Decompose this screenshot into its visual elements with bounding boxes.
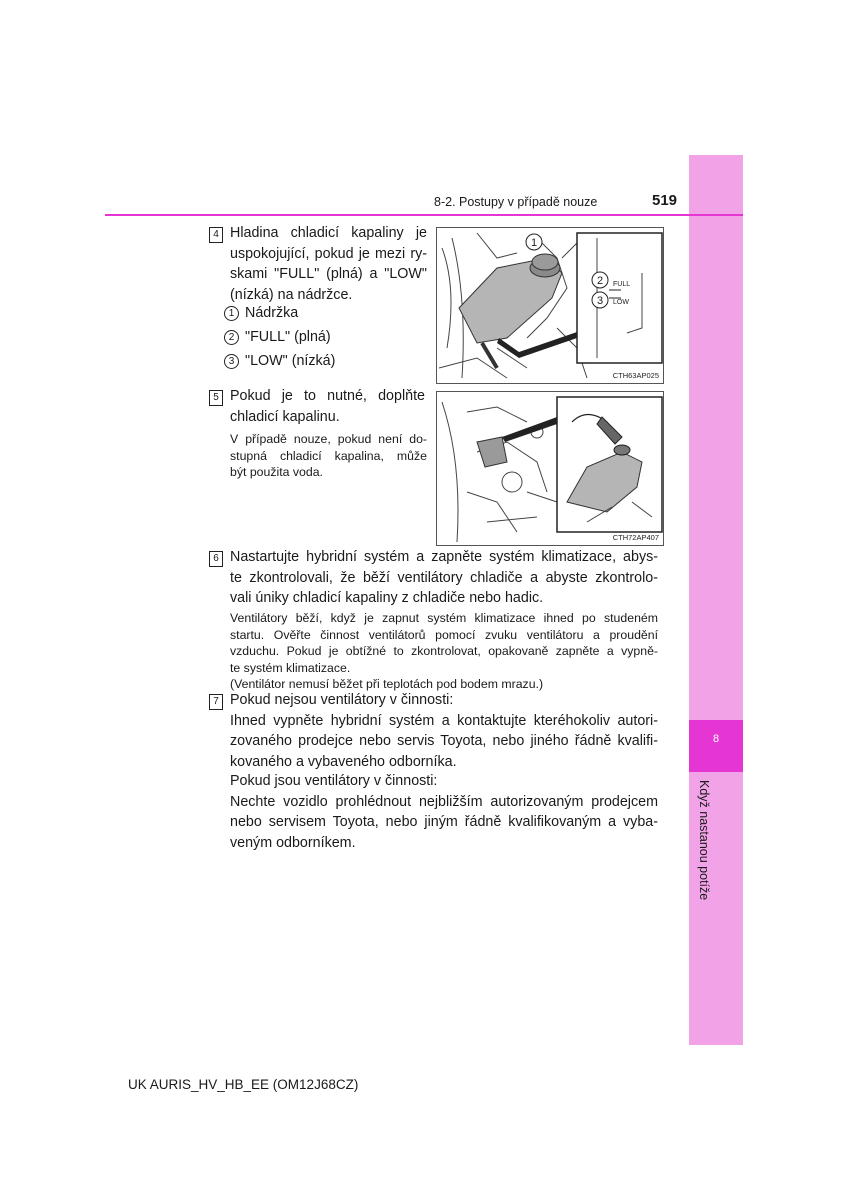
step-number-box: 6 xyxy=(209,551,223,567)
legend-item-tank xyxy=(224,305,298,321)
chapter-title-vertical: Když nastanou potíže xyxy=(697,780,711,901)
legend-label: Nádržka xyxy=(245,305,299,321)
text-line: V případě nouze, pokud není do- xyxy=(230,432,427,446)
text-line: Nastartujte hybridní systém a zapněte systém klimatizace, abys- xyxy=(230,549,658,565)
text-line: te systém klimatizace. xyxy=(230,660,351,675)
low-mark-label: LOW xyxy=(613,299,629,306)
callout-number: 2 xyxy=(224,330,239,345)
legend-item-full xyxy=(224,329,331,345)
callout-number: 1 xyxy=(224,306,239,321)
chapter-number: 8 xyxy=(712,733,720,745)
header-rule xyxy=(105,214,743,216)
step-4-text xyxy=(230,223,427,305)
text-line: (Ventilátor nemusí běžet při teplotách pod bodem mrazu.) xyxy=(230,677,544,691)
callout-3 xyxy=(592,292,608,308)
text-line: te zkontrolovali, že běží ventilátory chladiče a abyste zkontrolo- xyxy=(230,569,658,586)
engine-bay-drawing xyxy=(437,228,663,383)
legend-label: "FULL" (plná) xyxy=(245,329,331,345)
step-number-box: 7 xyxy=(209,694,223,710)
footer-model-code: UK AURIS_HV_HB_EE (OM12J68CZ) xyxy=(128,1077,359,1092)
full-mark-label: FULL xyxy=(613,281,631,288)
text-line: startu. Ověřte činnost ventilátorů pomocí zvuku ventilátoru a proudění xyxy=(230,627,658,642)
callout-label: 2 xyxy=(597,275,604,287)
coolant-reservoir-illustration xyxy=(436,227,664,384)
text-line: kovaného a vybaveného odborníka. xyxy=(230,753,457,770)
legend-item-low xyxy=(224,353,335,369)
callout-number: 3 xyxy=(224,354,239,369)
text-line: skami "FULL" (plná) a "LOW" xyxy=(230,266,427,282)
step-number-box: 4 xyxy=(209,227,223,243)
chapter-number-tab xyxy=(689,720,743,772)
figure-caption: CTH72AP407 xyxy=(612,533,659,542)
coolant-refill-illustration xyxy=(436,391,664,546)
text-line: Nechte vozidlo prohlédnout nejbližším autorizovaným prodejcem xyxy=(230,793,658,810)
text-line: vzduchu. Pokud je obtížné to zkontrolovat, opakovaně zapněte a vypně- xyxy=(230,644,658,658)
step-6-note xyxy=(230,610,658,693)
legend-label: "LOW" (nízká) xyxy=(245,353,336,369)
text-line: zovaného prodejce nebo servis Toyota, nebo jiného řádně kvalifi- xyxy=(230,733,658,749)
step-number-box: 5 xyxy=(209,390,223,406)
callout-2 xyxy=(592,272,608,288)
callout-1 xyxy=(526,234,542,250)
section-title: 8-2. Postupy v případě nouze xyxy=(434,195,598,209)
text-line: Hladina chladicí kapaliny je xyxy=(230,225,427,241)
callout-label: 1 xyxy=(531,237,538,249)
text-line: (nízká) na nádržce. xyxy=(230,286,353,303)
text-line: Pokud je to nutné, doplňte xyxy=(230,388,425,404)
step-7-text xyxy=(230,690,658,772)
text-line: Pokud jsou ventilátory v činnosti: xyxy=(230,773,438,789)
text-line: Pokud nejsou ventilátory v činnosti: xyxy=(230,692,454,708)
page-number: 519 xyxy=(652,192,678,209)
refill-drawing xyxy=(437,392,663,545)
step-5-note xyxy=(230,431,427,481)
text-line: stupná chladicí kapalina, může xyxy=(230,448,427,463)
step-6-text xyxy=(230,547,658,609)
text-line: Ventilátory běží, když je zapnut systém klimatizace ihned po studeném xyxy=(230,611,658,625)
step-7-text-second xyxy=(230,771,658,853)
text-line: uspokojující, pokud je mezi ry- xyxy=(230,245,427,262)
text-line: být použita voda. xyxy=(230,465,323,479)
figure-caption: CTH63AP025 xyxy=(612,371,659,380)
callout-label: 3 xyxy=(597,295,604,307)
text-line: nebo servisem Toyota, nebo jiným řádně kvalifikovaným a vyba- xyxy=(230,814,658,830)
text-line: vali úniky chladicí kapaliny z chladiče nebo hadic. xyxy=(230,590,544,606)
step-5-text xyxy=(230,386,425,427)
text-line: chladicí kapalinu. xyxy=(230,408,340,425)
text-line: veným odborníkem. xyxy=(230,834,356,851)
text-line: Ihned vypněte hybridní systém a kontaktujte kteréhokoliv autori- xyxy=(230,712,658,729)
